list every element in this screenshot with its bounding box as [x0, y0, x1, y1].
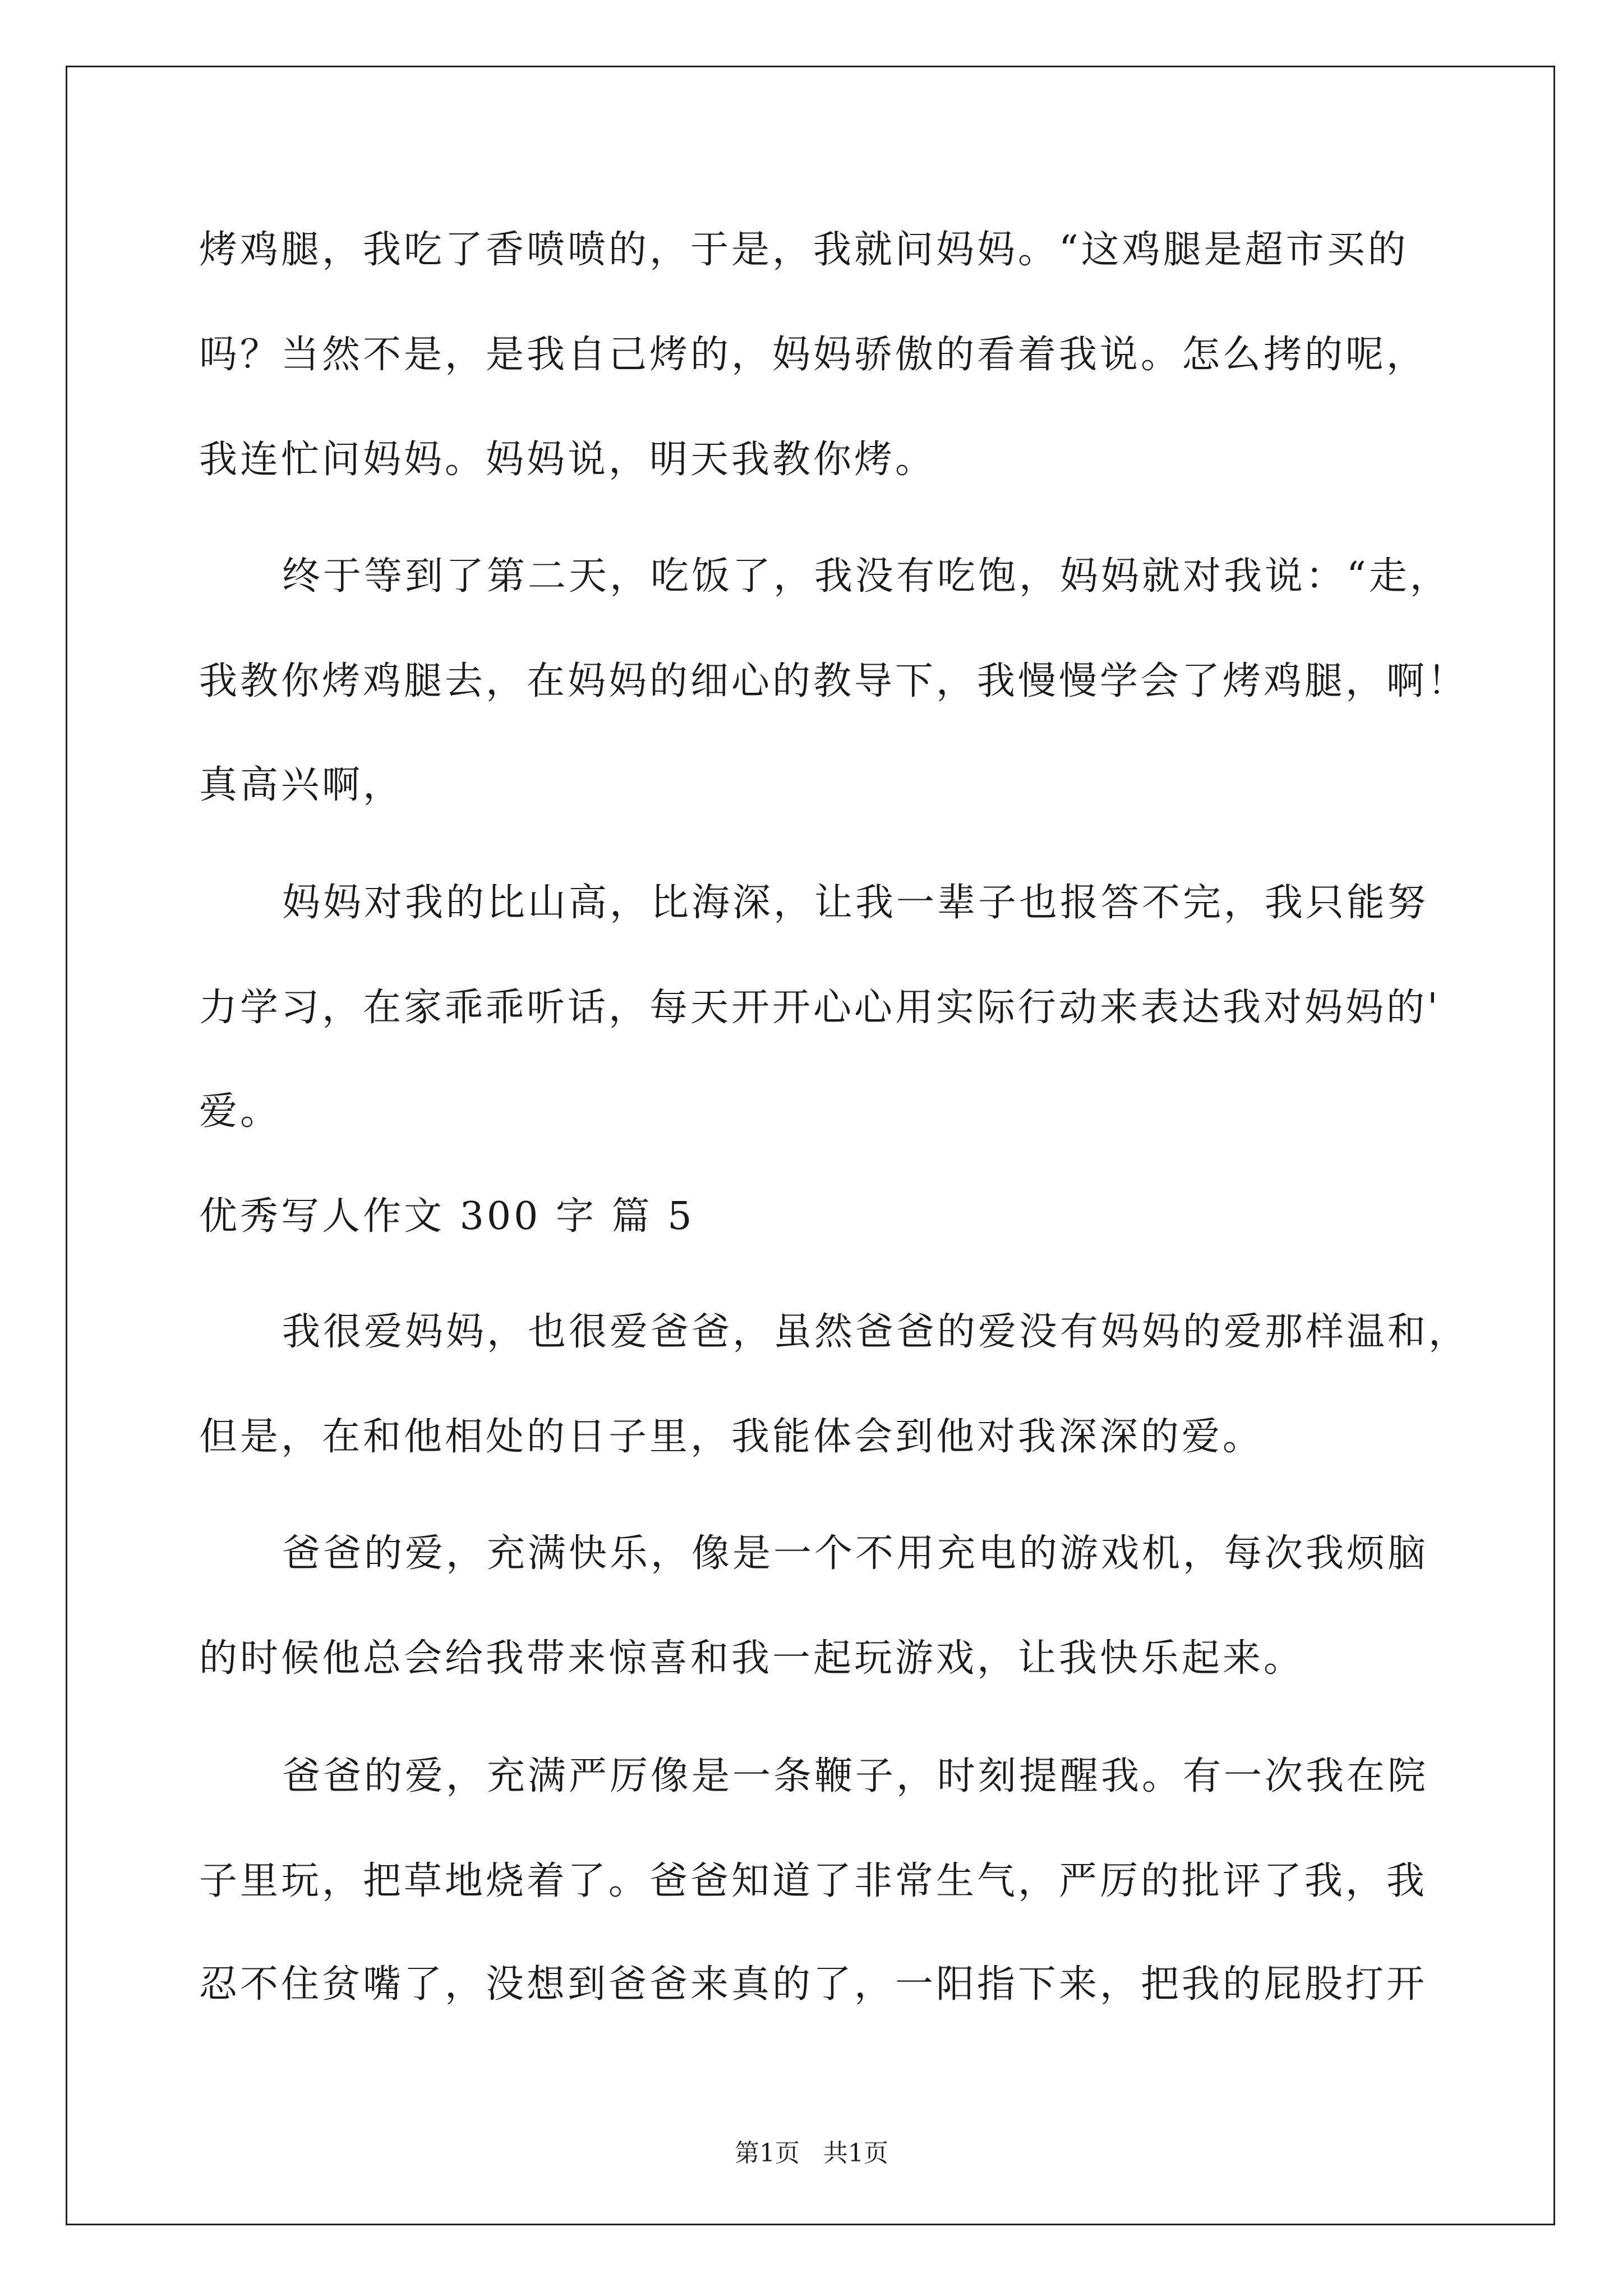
text-line: 真高兴啊， [199, 763, 404, 807]
text-line: 力学习，在家乖乖听话，每天开开心心用实际行动来表达我对妈妈的' [199, 986, 1441, 1030]
text-line: 的时候他总会给我带来惊喜和我一起玩游戏，让我快乐起来。 [199, 1636, 1305, 1681]
page-footer: 第1页 共1页 [735, 2139, 888, 2168]
text-line: 子里玩，把草地烧着了。爸爸知道了非常生气，严厉的批评了我，我 [199, 1859, 1428, 1903]
text-line: 爱。 [199, 1089, 282, 1134]
section-heading: 优秀写人作文 300 字 篇 5 [199, 1194, 695, 1239]
text-line: 吗？当然不是，是我自己烤的，妈妈骄傲的看着我说。怎么拷的呢， [199, 333, 1428, 377]
text-line-paragraph-start: 爸爸的爱，充满严厉像是一条鞭子，时刻提醒我。有一次我在院 [282, 1754, 1429, 1798]
text-line-paragraph-start: 我很爱妈妈，也很爱爸爸，虽然爸爸的爱没有妈妈的爱那样温和， [282, 1310, 1470, 1354]
text-line: 烤鸡腿，我吃了香喷喷的，于是，我就问妈妈。“这鸡腿是超市买的 [199, 228, 1409, 272]
text-line: 我教你烤鸡腿去，在妈妈的细心的教导下，我慢慢学会了烤鸡腿，啊！ [199, 659, 1469, 703]
text-line: 但是，在和他相处的日子里，我能体会到他对我深深的爱。 [199, 1415, 1264, 1459]
text-line: 我连忙问妈妈。妈妈说，明天我教你烤。 [199, 438, 937, 482]
text-line-paragraph-start: 妈妈对我的比山高，比海深，让我一辈子也报答不完，我只能努 [282, 881, 1429, 925]
text-line-paragraph-start: 爸爸的爱，充满快乐，像是一个不用充电的游戏机，每次我烦脑 [282, 1531, 1429, 1576]
text-line-paragraph-start: 终于等到了第二天，吃饭了，我没有吃饱，妈妈就对我说：“走， [282, 554, 1451, 599]
text-line: 忍不住贫嘴了，没想到爸爸来真的了，一阳指下来，把我的屁股打开 [199, 1962, 1428, 2007]
